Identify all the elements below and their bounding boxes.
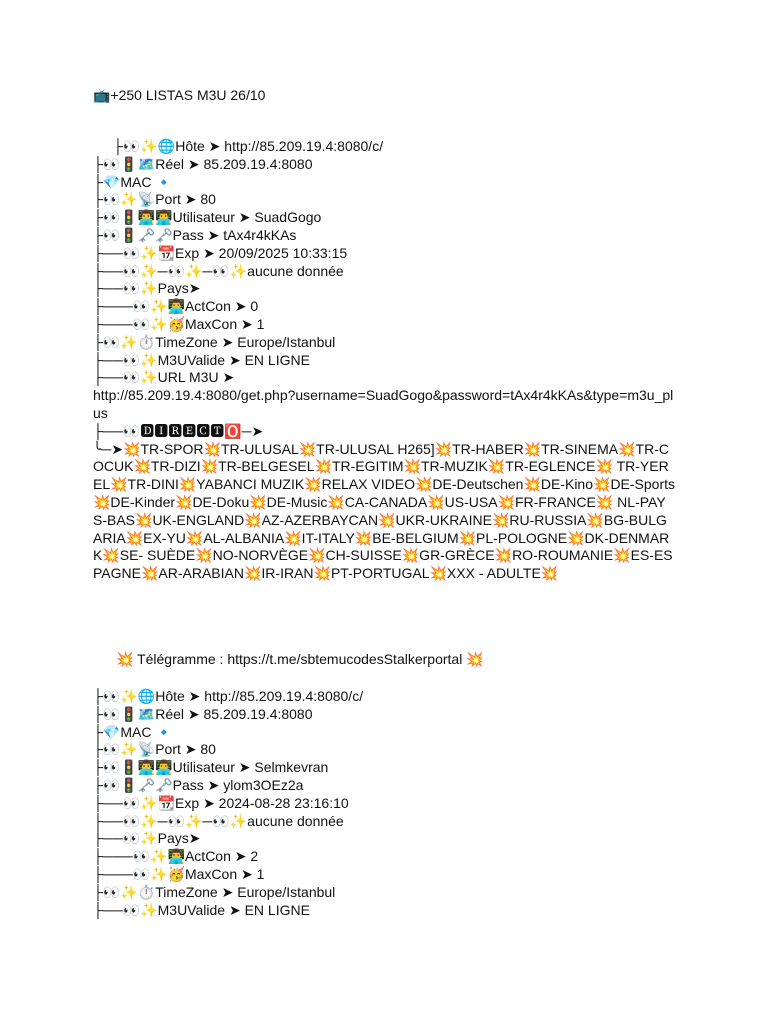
mac-line: ├💎MAC 🔹 [93, 173, 173, 190]
url-m3u-label: ├──👀✨URL M3U ➤ [93, 369, 235, 386]
actcon-line: ├───👀✨👨‍💻ActCon ➤ 0 [93, 298, 259, 315]
server-entry-2 [93, 688, 675, 919]
channel-list: ╰─➤💥TR-SPOR💥TR-ULUSAL💥TR-ULUSAL H265]💥TR-HABER💥TR-SINEMA💥TR-COCUK💥TR-DIZI💥TR-BELGESEL💥TR-EGITIM💥TR-MUZIK💥TR-EGLENCE💥 TR-YEREL💥TR-DINI💥YABANCI MUZIK💥RELAX VIDEO💥DE-Deutschen💥DE-Kino💥DE-Sports💥DE-Kinder💥DE-Doku💥DE-Music💥CA-CANADA💥US-USA💥FR-FRANCE💥 NL-PAYS-BAS💥UK-ENGLAND💥AZ-AZERBAYCAN💥UKR-UKRAINE💥RU-RUSSIA💥BG-BULGARIA💥EX-YU💥AL-ALBANIA💥IT-ITALY💥BE-BELGIUM💥PL-POLOGNE💥DK-DENMARK💥SE- SUÈDE💥NO-NORVÈGE💥CH-SUISSE💥GR-GRÈCE💥RO-ROUMANIE💥ES-ESPAGNE💥AR-ARABIAN💥IR-IRAN💥PT-PORTUGAL💥XXX - ADULTE💥 [93, 440, 676, 582]
pass-line: ├👀🚦🗝️🗝️Pass ➤ tAx4r4kKAs [93, 226, 297, 243]
server-entry-1 [93, 138, 675, 583]
user-line: ├👀🚦👨‍💻👨‍💻Utilisateur ➤ SuadGogo [93, 209, 322, 226]
pays-line: ├──👀✨Pays➤ [93, 280, 201, 297]
pass-line: ├👀🚦🗝️🗝️Pass ➤ ylom3OEz2a [93, 776, 304, 793]
host-line: ├👀✨🌐Hôte ➤ http://85.209.19.4:8080/c/ [93, 688, 364, 704]
maxcon-line: ├───👀✨🥳MaxCon ➤ 1 [93, 865, 265, 882]
no-data-line: ├──👀✨─👀✨─👀✨aucune donnée [93, 812, 344, 829]
exp-line: ├──👀✨📆Exp ➤ 2024-08-28 23:16:10 [93, 794, 349, 811]
port-line: ├👀✨📡Port ➤ 80 [93, 191, 216, 208]
no-data-line: ├──👀✨─👀✨─👀✨aucune donnée [93, 262, 344, 279]
exp-line: ├──👀✨📆Exp ➤ 20/09/2025 10:33:15 [93, 244, 348, 261]
maxcon-line: ├───👀✨🥳MaxCon ➤ 1 [93, 315, 265, 332]
telegram-link[interactable]: 💥 Télégramme : https://t.me/sbtemucodesStalkerportal 💥 [116, 651, 484, 667]
timezone-line: ├👀✨⏱️TimeZone ➤ Europe/Istanbul [93, 883, 336, 900]
real-line: ├👀🚦🗺️Réel ➤ 85.209.19.4:8080 [93, 705, 313, 722]
actcon-line: ├───👀✨👨‍💻ActCon ➤ 2 [93, 848, 259, 865]
pays-line: ├──👀✨Pays➤ [93, 830, 201, 847]
m3u-valid-line: ├──👀✨M3UValide ➤ EN LIGNE [93, 901, 310, 918]
m3u-valid-line: ├──👀✨M3UValide ➤ EN LIGNE [93, 351, 310, 368]
host-line: ├👀✨🌐Hôte ➤ http://85.209.19.4:8080/c/ [113, 138, 384, 154]
mac-line: ├💎MAC 🔹 [93, 723, 173, 740]
port-line: ├👀✨📡Port ➤ 80 [93, 741, 216, 758]
timezone-line: ├👀✨⏱️TimeZone ➤ Europe/Istanbul [93, 333, 336, 350]
user-line: ├👀🚦👨‍💻👨‍💻Utilisateur ➤ Selmkevran [93, 759, 329, 776]
page-title: 📺+250 LISTAS M3U 26/10 [93, 87, 266, 103]
m3u-url-link[interactable]: http://85.209.19.4:8080/get.php?username=SuadGogo&password=tAx4r4kKAs&type=m3u_plus [93, 387, 674, 421]
direct-line: ├──👀🅳🅸🆁🅴🅲🆃🅾️─➤ [93, 422, 264, 439]
real-line: ├👀🚦🗺️Réel ➤ 85.209.19.4:8080 [93, 155, 313, 172]
